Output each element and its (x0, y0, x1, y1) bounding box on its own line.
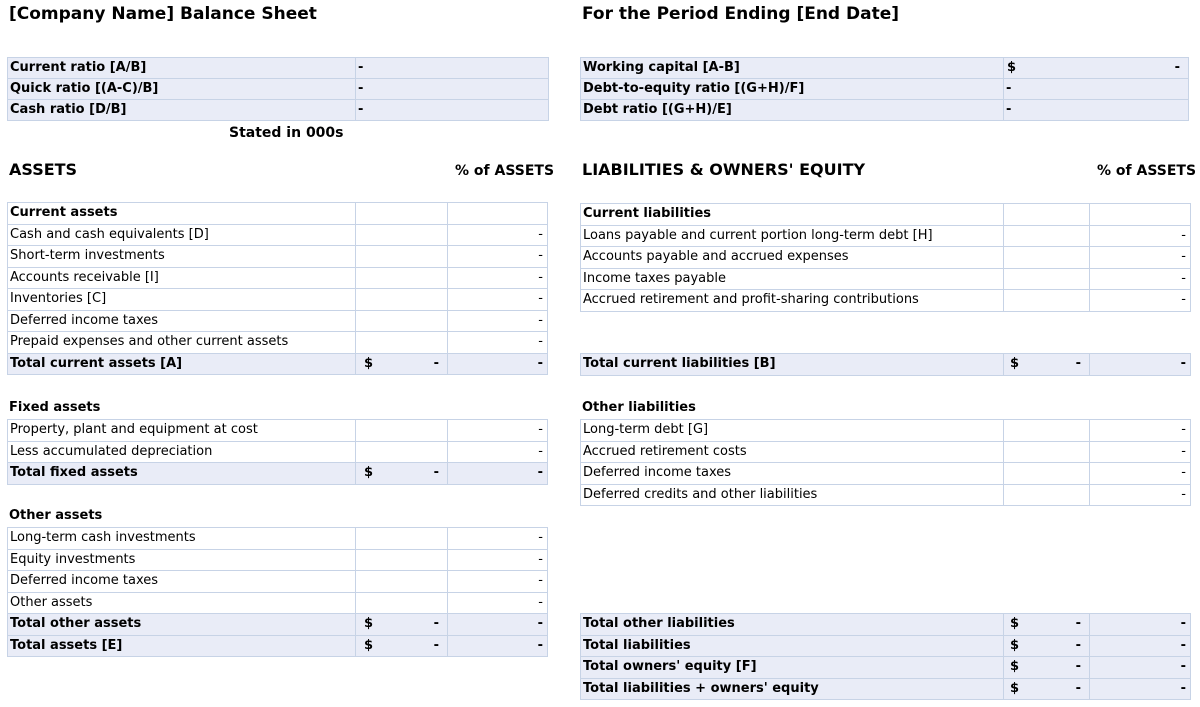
line-item-label: Long-term debt [G] (580, 419, 1004, 442)
line-item-label: Short-term investments (7, 245, 356, 268)
line-item-label: Income taxes payable (580, 268, 1004, 291)
table-row (580, 268, 1190, 290)
section-title: Other assets (9, 508, 103, 523)
ratio-value-cell[interactable] (1003, 57, 1189, 79)
amount-cell[interactable] (1003, 203, 1090, 226)
pct-cell[interactable]: - (447, 245, 548, 268)
total-row (7, 353, 547, 375)
table-row (580, 484, 1190, 506)
line-item-label: Equity investments (7, 549, 356, 572)
current-liabilities-total (580, 353, 1190, 375)
pct-cell[interactable]: - (447, 635, 548, 658)
current-liabilities-table (580, 203, 1190, 311)
line-item-label: Prepaid expenses and other current assets (7, 331, 356, 354)
amount-cell[interactable] (1003, 441, 1090, 464)
other-assets-table (7, 527, 547, 656)
line-item-label: Less accumulated depreciation (7, 441, 356, 464)
table-row (7, 331, 547, 353)
line-item-label: Inventories [C] (7, 288, 356, 311)
total-label: Total current assets [A] (7, 353, 356, 376)
amount-cell[interactable] (355, 527, 448, 550)
ratio-label: Quick ratio [(A-C)/B] (7, 78, 356, 100)
pct-cell[interactable]: - (1089, 656, 1191, 679)
pct-cell[interactable]: - (447, 310, 548, 333)
line-item-label: Deferred income taxes (7, 310, 356, 333)
amount-cell[interactable]: $ - (1003, 635, 1090, 658)
amount-cell[interactable] (1003, 484, 1090, 507)
pct-cell[interactable]: - (447, 613, 548, 636)
pct-cell[interactable]: - (447, 288, 548, 311)
section-title: Other liabilities (582, 400, 696, 415)
ratio-label: Debt-to-equity ratio [(G+H)/F] (580, 78, 1004, 100)
total-label: Total owners' equity [F] (580, 656, 1004, 679)
amount-cell[interactable] (1003, 462, 1090, 485)
stated-note: Stated in 000s (229, 125, 344, 141)
table-row (7, 245, 547, 267)
line-item-label: Deferred income taxes (580, 462, 1004, 485)
pct-cell[interactable]: - (1089, 289, 1191, 312)
line-item-label: Accounts payable and accrued expenses (580, 246, 1004, 269)
amount-cell[interactable] (1003, 419, 1090, 442)
pct-cell[interactable]: - (447, 570, 548, 593)
line-item-label: Accrued retirement and profit-sharing contributions (580, 289, 1004, 312)
liabilities-heading: LIABILITIES & OWNERS' EQUITY (582, 160, 866, 179)
amount-cell[interactable] (355, 224, 448, 247)
amount-cell[interactable]: $ - (1003, 678, 1090, 701)
other-liabilities-table (580, 419, 1190, 505)
pct-cell[interactable]: - (1089, 635, 1191, 658)
pct-cell[interactable] (447, 202, 548, 225)
ratio-value: - (1174, 60, 1180, 75)
ratio-row (7, 57, 548, 78)
pct-cell[interactable]: - (447, 267, 548, 290)
section-title: Current assets (7, 202, 356, 225)
line-item-label: Deferred credits and other liabilities (580, 484, 1004, 507)
pct-cell[interactable]: - (1089, 462, 1191, 485)
line-item-label: Loans payable and current portion long-term debt [H] (580, 225, 1004, 248)
table-row (7, 592, 547, 614)
pct-cell[interactable]: - (1089, 225, 1191, 248)
ratio-row (7, 99, 548, 120)
pct-cell[interactable]: - (1089, 484, 1191, 507)
pct-cell[interactable]: - (1089, 419, 1191, 442)
table-row (7, 527, 547, 549)
amount-cell[interactable] (355, 310, 448, 333)
table-row (7, 224, 547, 246)
amount-cell[interactable] (355, 267, 448, 290)
line-item-label: Property, plant and equipment at cost (7, 419, 356, 442)
amount-cell[interactable] (355, 441, 448, 464)
amount-cell[interactable]: $ - (355, 462, 448, 485)
line-item-label: Accrued retirement costs (580, 441, 1004, 464)
table-row (7, 202, 547, 224)
amount-cell[interactable] (355, 549, 448, 572)
ratio-value[interactable]: - (355, 78, 549, 100)
table-row (580, 203, 1190, 225)
amount-cell[interactable]: $ - (355, 635, 448, 658)
pct-cell[interactable]: - (1089, 353, 1191, 376)
ratio-label: Working capital [A-B] (580, 57, 1004, 79)
amount-cell[interactable]: $ - (355, 613, 448, 636)
pct-cell[interactable]: - (1089, 268, 1191, 291)
liabilities-pct-heading: % of ASSETS (1097, 163, 1197, 179)
amount-cell[interactable] (355, 245, 448, 268)
total-row (7, 462, 547, 484)
line-item-label: Long-term cash investments (7, 527, 356, 550)
assets-heading: ASSETS (9, 160, 78, 179)
table-row (580, 246, 1190, 268)
line-item-label: Cash and cash equivalents [D] (7, 224, 356, 247)
table-row (580, 462, 1190, 484)
table-row (7, 288, 547, 310)
total-row (7, 635, 547, 657)
dollar-sign: $ (1007, 60, 1017, 75)
amount-cell[interactable] (355, 202, 448, 225)
pct-cell[interactable]: - (447, 462, 548, 485)
pct-cell[interactable]: - (447, 527, 548, 550)
pct-cell[interactable]: - (447, 331, 548, 354)
total-label: Total liabilities + owners' equity (580, 678, 1004, 701)
period-title: For the Period Ending [End Date] (582, 4, 900, 24)
ratio-label: Current ratio [A/B] (7, 57, 356, 79)
total-label: Total liabilities (580, 635, 1004, 658)
table-row (7, 549, 547, 571)
table-row (580, 225, 1190, 247)
ratio-label: Cash ratio [D/B] (7, 99, 356, 121)
sheet-title: [Company Name] Balance Sheet (9, 4, 317, 24)
total-row (580, 635, 1190, 657)
line-item-label: Deferred income taxes (7, 570, 356, 593)
amount-cell[interactable] (1003, 289, 1090, 312)
total-label: Total other liabilities (580, 613, 1004, 636)
table-row (7, 267, 547, 289)
total-row (7, 613, 547, 635)
pct-cell[interactable]: - (1089, 613, 1191, 636)
amount-cell[interactable] (1003, 225, 1090, 248)
section-title: Current liabilities (580, 203, 1004, 226)
total-row (580, 613, 1190, 635)
fixed-assets-table (7, 419, 547, 484)
total-label: Total current liabilities [B] (580, 353, 1004, 376)
amount-cell[interactable] (355, 288, 448, 311)
ratio-row (7, 78, 548, 99)
total-row (580, 353, 1190, 375)
amount-cell[interactable]: $ - (355, 353, 448, 376)
ratio-row (580, 99, 1188, 120)
total-row (580, 678, 1190, 700)
pct-cell[interactable]: - (447, 549, 548, 572)
pct-cell[interactable]: - (447, 419, 548, 442)
table-row (7, 570, 547, 592)
ratio-label: Debt ratio [(G+H)/E] (580, 99, 1004, 121)
line-item-label: Accounts receivable [I] (7, 267, 356, 290)
pct-cell[interactable]: - (447, 441, 548, 464)
table-row (7, 441, 547, 463)
pct-cell[interactable]: - (447, 353, 548, 376)
table-row (580, 289, 1190, 311)
pct-cell[interactable]: - (1089, 441, 1191, 464)
pct-cell[interactable]: - (1089, 678, 1191, 701)
pct-cell[interactable]: - (1089, 246, 1191, 269)
amount-cell[interactable] (1003, 246, 1090, 269)
amount-cell[interactable] (355, 331, 448, 354)
pct-cell[interactable]: - (447, 224, 548, 247)
section-title: Fixed assets (9, 400, 101, 415)
amount-cell[interactable] (355, 419, 448, 442)
ratio-value[interactable]: - (355, 57, 549, 79)
amount-cell[interactable]: $ - (1003, 353, 1090, 376)
ratio-value[interactable]: - (1003, 78, 1189, 100)
table-row (7, 310, 547, 332)
total-label: Total fixed assets (7, 462, 356, 485)
total-label: Total assets [E] (7, 635, 356, 658)
assets-pct-heading: % of ASSETS (455, 163, 555, 179)
amount-cell[interactable] (355, 570, 448, 593)
table-row (7, 419, 547, 441)
ratios-left (7, 57, 548, 120)
total-row (580, 656, 1190, 678)
amount-cell[interactable] (1003, 268, 1090, 291)
pct-cell[interactable]: - (447, 592, 548, 615)
table-row (580, 419, 1190, 441)
amount-cell[interactable]: $ - (1003, 613, 1090, 636)
pct-cell[interactable] (1089, 203, 1191, 226)
ratios-right (580, 57, 1188, 120)
total-label: Total other assets (7, 613, 356, 636)
ratio-row (580, 57, 1188, 78)
ratio-value[interactable]: - (1003, 99, 1189, 121)
liabilities-totals-table (580, 613, 1190, 699)
amount-cell[interactable] (355, 592, 448, 615)
amount-cell[interactable]: $ - (1003, 656, 1090, 679)
ratio-row (580, 78, 1188, 99)
current-assets-table (7, 202, 547, 374)
ratio-value[interactable]: - (355, 99, 549, 121)
table-row (580, 441, 1190, 463)
line-item-label: Other assets (7, 592, 356, 615)
